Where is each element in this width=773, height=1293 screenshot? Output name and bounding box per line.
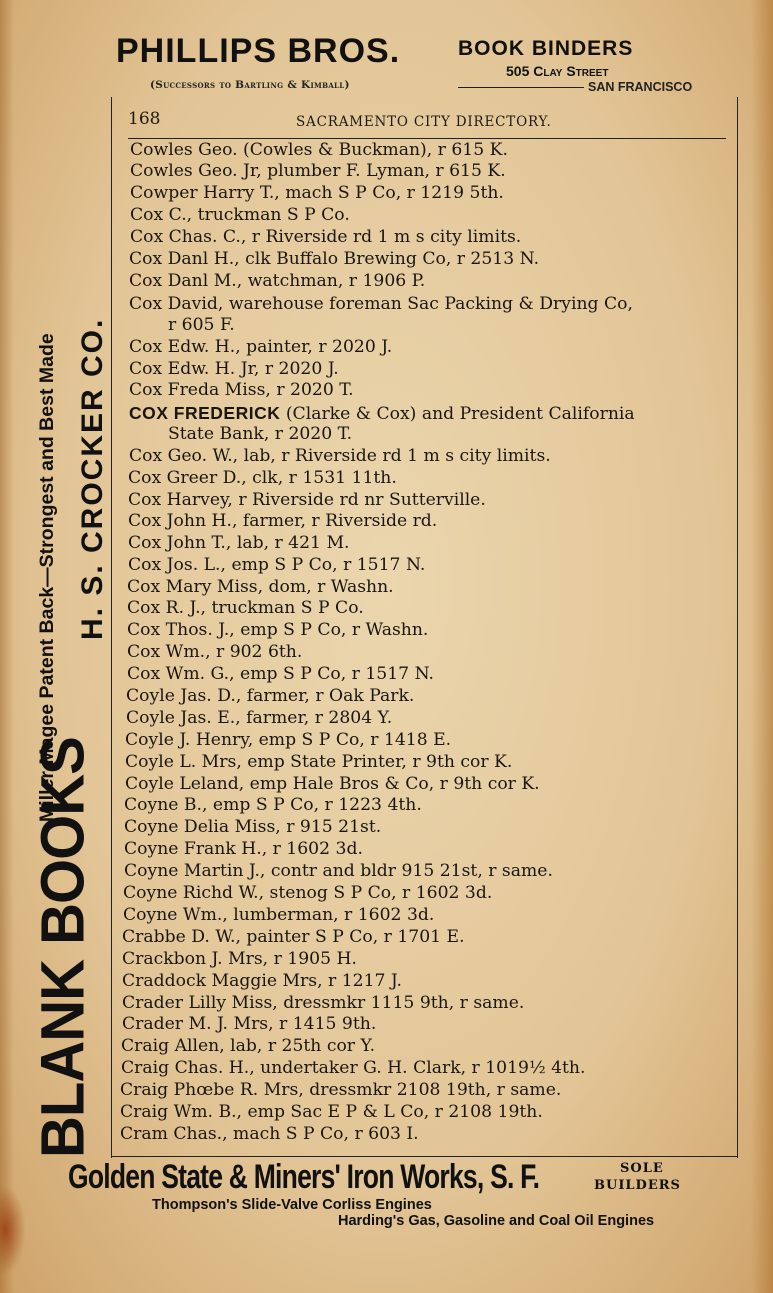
- directory-entry-featured: [129, 403, 635, 425]
- directory-entry: Cowles Geo. (Cowles & Buckman), r 615 K.: [130, 140, 508, 160]
- directory-entry: Crackbon J. Mrs, r 1905 H.: [122, 949, 357, 969]
- directory-entry: Cox Wm. G., emp S P Co, r 1517 N.: [127, 664, 434, 684]
- directory-entry: Coyne Wm., lumberman, r 1602 3d.: [123, 905, 435, 925]
- running-head-rule: [128, 138, 726, 139]
- directory-entry: Cox Freda Miss, r 2020 T.: [129, 380, 354, 400]
- page-number: 168: [128, 109, 161, 129]
- header-city: SAN FRANCISCO: [588, 80, 693, 94]
- featured-entry-name: COX FREDERICK: [129, 403, 281, 423]
- directory-entry: Cox Edw. H., painter, r 2020 J.: [129, 337, 393, 357]
- directory-entry: Cox Mary Miss, dom, r Washn.: [127, 577, 394, 597]
- directory-entry: Coyne Richd W., stenog S P Co, r 1602 3d.: [123, 883, 493, 903]
- directory-entry: Cox David, warehouse foreman Sac Packing & Drying Co,: [129, 294, 633, 314]
- directory-entry: Cowles Geo. Jr, plumber F. Lyman, r 615 K.: [130, 161, 506, 181]
- directory-entry: Craig Wm. B., emp Sac E P & L Co, r 2108 19th.: [120, 1102, 543, 1122]
- directory-entry: Cox C., truckman S P Co.: [130, 205, 350, 225]
- directory-entry: Crabbe D. W., painter S P Co, r 1701 E.: [122, 927, 465, 947]
- header-firm-name: PHILLIPS BROS.: [116, 32, 401, 70]
- footer-builders: BUILDERS: [594, 1178, 681, 1193]
- page-edge-shadow-left: [0, 0, 14, 1293]
- side-ad-line3: BLANK BOOKS: [29, 737, 98, 1158]
- directory-entry: Craig Chas. H., undertaker G. H. Clark, r 1019½ 4th.: [121, 1058, 586, 1078]
- directory-entry: Cox Chas. C., r Riverside rd 1 m s city limits.: [130, 227, 522, 247]
- directory-entry-continuation: r 605 F.: [168, 315, 235, 335]
- directory-entry: Cox Wm., r 902 6th.: [127, 642, 303, 662]
- footer-firm-name: Golden State & Miners' Iron Works, S. F.: [68, 1158, 540, 1196]
- directory-entry: Craig Allen, lab, r 25th cor Y.: [121, 1036, 376, 1056]
- directory-entry: Craddock Maggie Mrs, r 1217 J.: [122, 971, 402, 991]
- directory-entry: Cox John H., farmer, r Riverside rd.: [128, 511, 438, 531]
- featured-entry-detail: (Clarke & Cox) and President California: [285, 404, 635, 424]
- directory-entry: Coyne Frank H., r 1602 3d.: [124, 839, 363, 859]
- directory-entry: Coyle Jas. E., farmer, r 2804 Y.: [126, 708, 393, 728]
- directory-entry: Cox Harvey, r Riverside rd nr Sutterville.: [128, 490, 486, 510]
- directory-entry: Coyle L. Mrs, emp State Printer, r 9th cor K.: [125, 752, 513, 772]
- directory-entry: Cox Greer D., clk, r 1531 11th.: [128, 468, 397, 488]
- page-edge-shadow-right: [751, 0, 773, 1293]
- directory-entry: Craig Phœbe R. Mrs, dressmkr 2108 19th, r same.: [120, 1080, 562, 1100]
- directory-entry: Cox Edw. H. Jr, r 2020 J.: [129, 359, 339, 379]
- footer-line2: Harding's Gas, Gasoline and Coal Oil Engines: [338, 1213, 655, 1229]
- directory-entry: Cram Chas., mach S P Co, r 603 I.: [120, 1124, 419, 1144]
- directory-entry: Cox Thos. J., emp S P Co, r Washn.: [127, 620, 429, 640]
- page-stain: [0, 1185, 26, 1275]
- directory-entry: Cox R. J., truckman S P Co.: [127, 598, 364, 618]
- footer-line1: Thompson's Slide-Valve Corliss Engines: [152, 1197, 432, 1213]
- directory-entry: Coyle Jas. D., farmer, r Oak Park.: [126, 686, 415, 706]
- side-ad-line1: Miller-Magee Patent Back—Strongest and Best Made: [36, 333, 58, 822]
- directory-entry: Cox Jos. L., emp S P Co, r 1517 N.: [128, 555, 426, 575]
- directory-entry: Coyne Martin J., contr and bldr 915 21st, r same.: [124, 861, 553, 881]
- header-rule: [458, 87, 584, 88]
- directory-entry: Crader M. J. Mrs, r 1415 9th.: [122, 1014, 377, 1034]
- directory-entry-continuation: State Bank, r 2020 T.: [168, 424, 353, 444]
- directory-entry: Cowper Harry T., mach S P Co, r 1219 5th.: [130, 183, 504, 203]
- directory-entry: Cox Danl H., clk Buffalo Brewing Co, r 2513 N.: [129, 249, 540, 269]
- directory-entry: Coyne Delia Miss, r 915 21st.: [124, 817, 382, 837]
- running-head: SACRAMENTO CITY DIRECTORY.: [296, 114, 552, 130]
- directory-entry: Coyne B., emp S P Co, r 1223 4th.: [124, 795, 422, 815]
- directory-entry: Cox Geo. W., lab, r Riverside rd 1 m s city limits.: [129, 446, 551, 466]
- directory-entry: Coyle J. Henry, emp S P Co, r 1418 E.: [125, 730, 452, 750]
- directory-entry: Cox John T., lab, r 421 M.: [128, 533, 350, 553]
- header-trade: BOOK BINDERS: [458, 37, 634, 60]
- directory-entry: Coyle Leland, emp Hale Bros & Co, r 9th cor K.: [125, 774, 540, 794]
- frame-left-rule: [111, 97, 112, 1158]
- frame-bottom-rule: [111, 1156, 738, 1157]
- directory-entry: Crader Lilly Miss, dressmkr 1115 9th, r same.: [122, 993, 525, 1013]
- side-ad-line2: H. S. CROCKER CO.: [76, 317, 109, 640]
- footer-sole: SOLE: [620, 1161, 664, 1176]
- directory-entry: Cox Danl M., watchman, r 1906 P.: [129, 271, 426, 291]
- header-street: 505 Clay Street: [506, 63, 609, 79]
- frame-right-rule: [737, 97, 738, 1158]
- header-firm-successors: (Successors to Bartling & Kimball): [150, 79, 350, 91]
